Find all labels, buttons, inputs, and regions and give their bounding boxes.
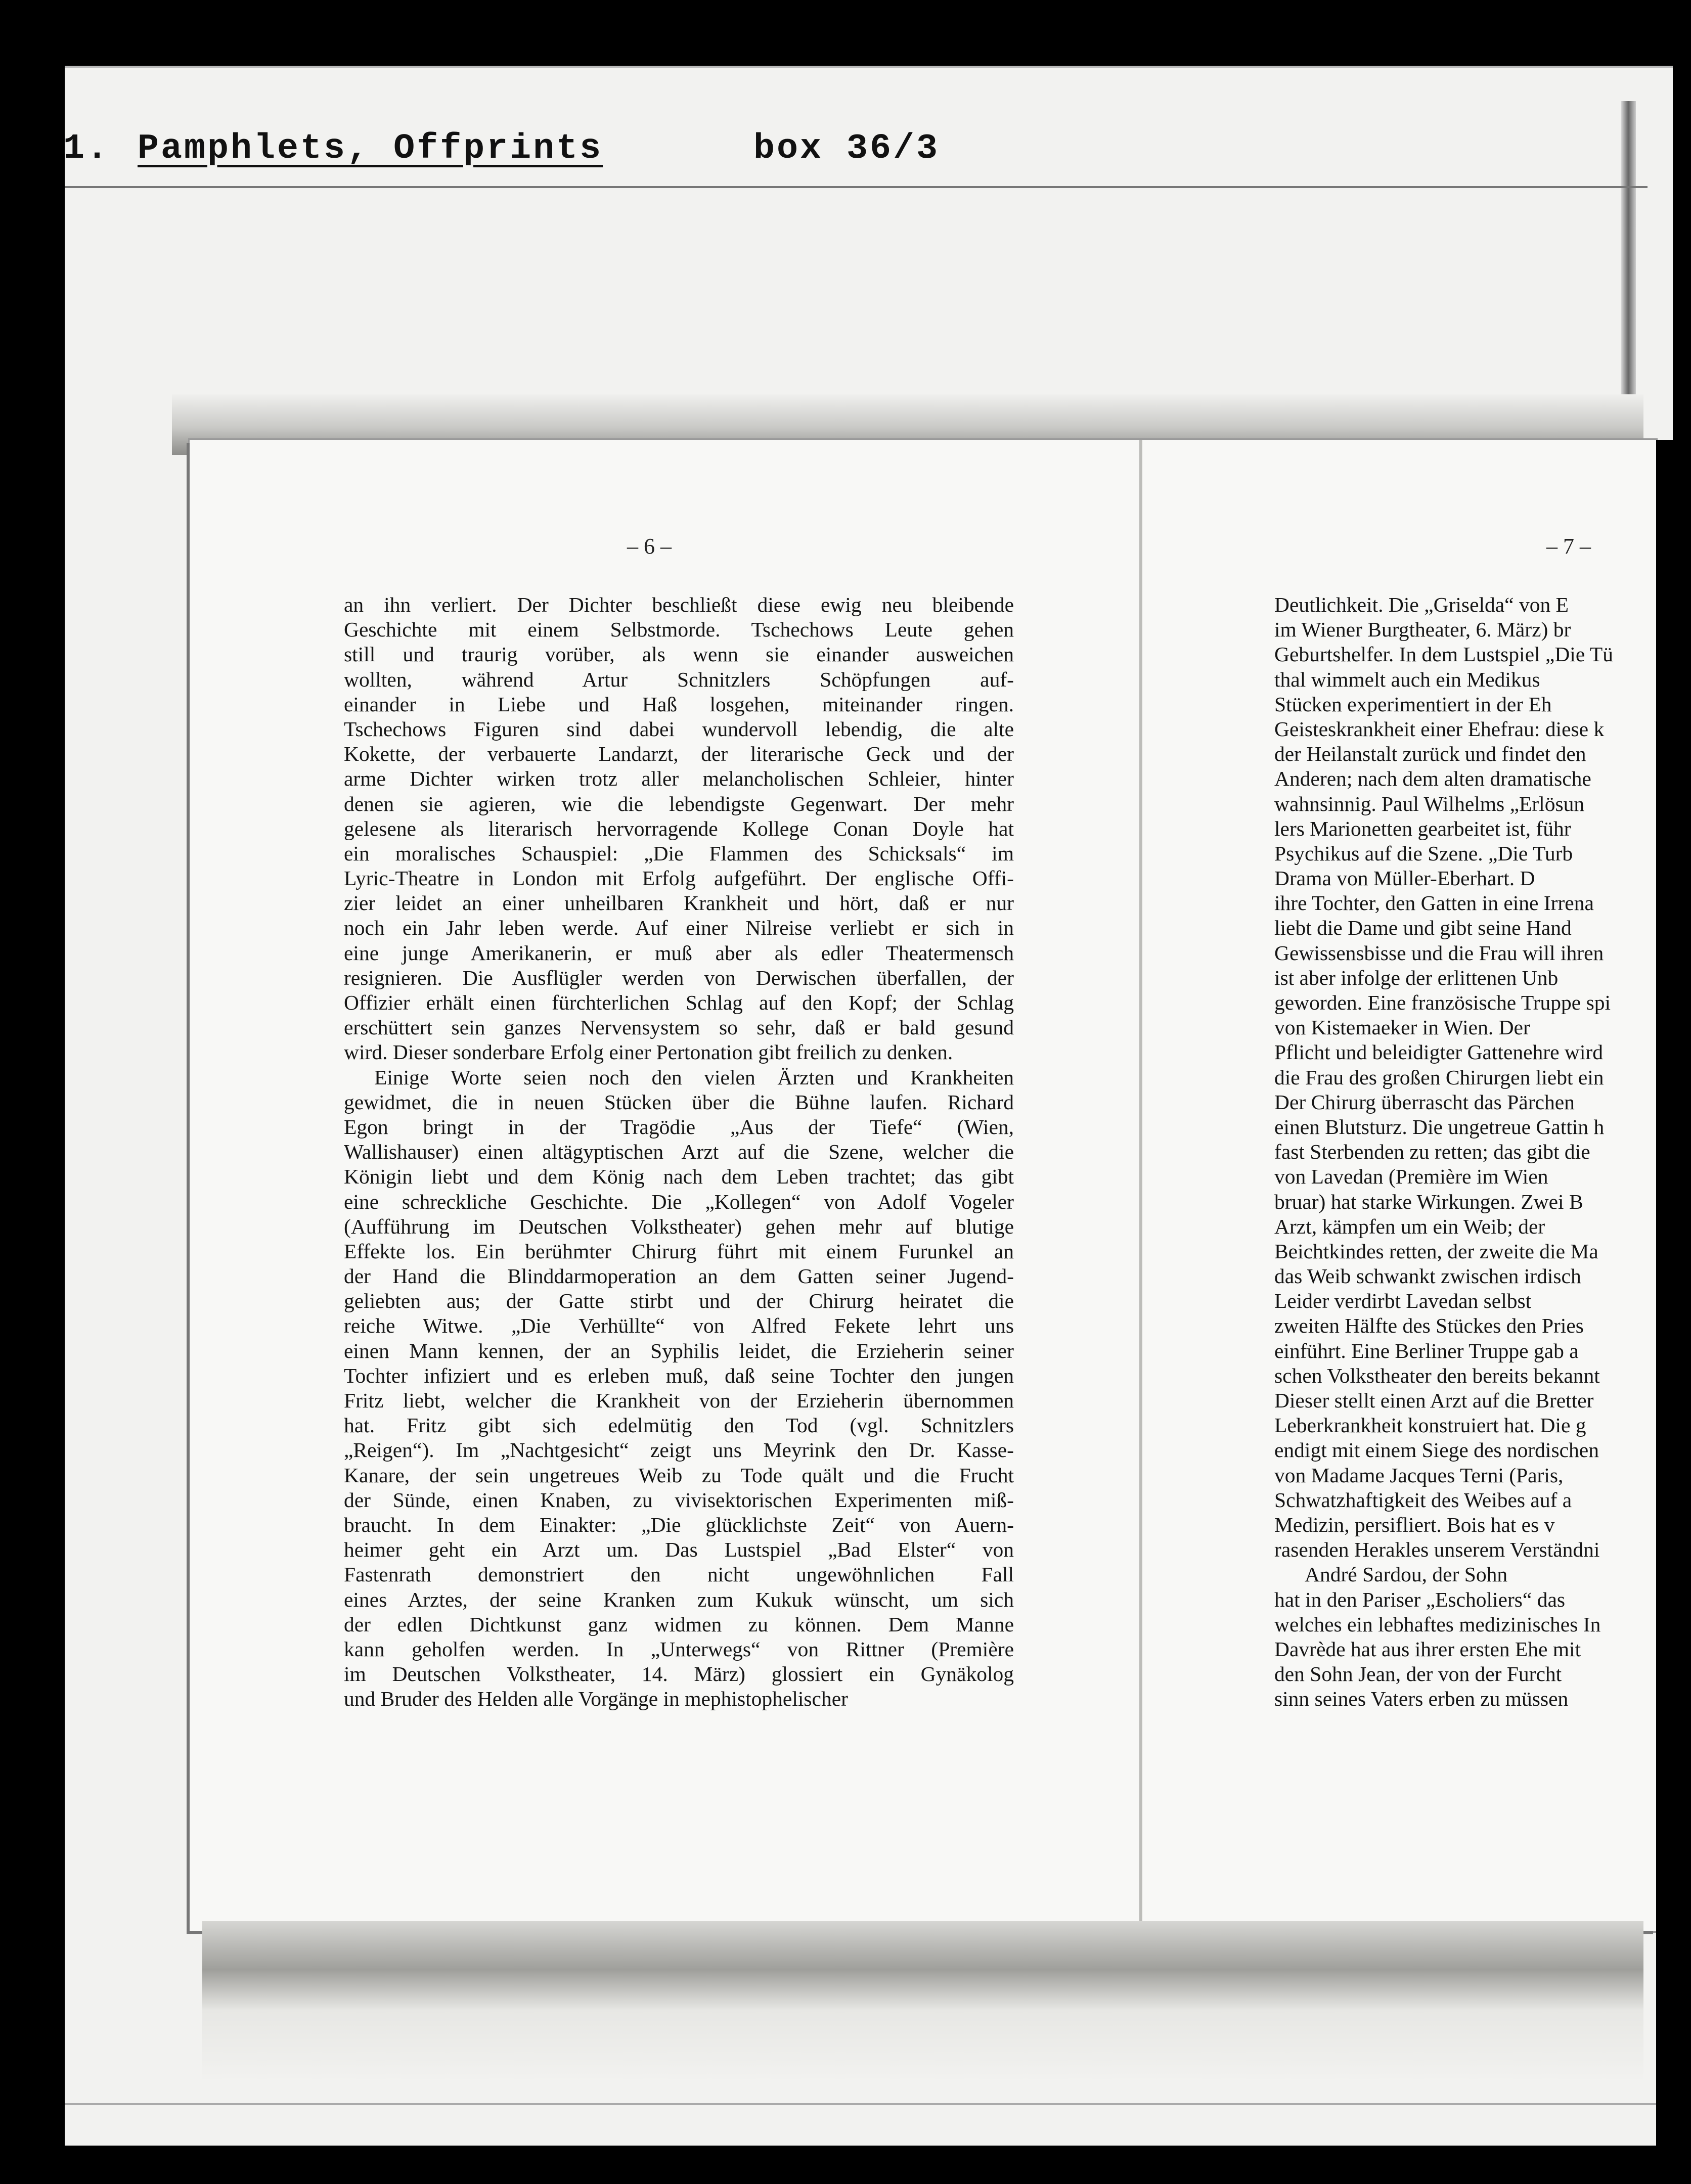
text-line: erschüttert sein ganzes Nervensystem so sehr, daß er bald gesund (344, 1016, 1014, 1039)
text-line: resignieren. Die Ausflügler werden von Derwischen überfallen, der (344, 966, 1014, 989)
text-line: gelesene als literarisch hervorragende Kollege Conan Doyle hat (344, 816, 1014, 840)
text-line: Kokette, der verbauerte Landarzt, der literarische Geck und der (344, 742, 1014, 766)
text-line: der Heilanstalt zurück und findet den (1274, 742, 1586, 766)
text-line: einen Mann kennen, der an Syphilis leidet, die Erzieherin seiner (344, 1339, 1014, 1362)
text-line: schen Volkstheater den bereits bekannt (1274, 1363, 1600, 1387)
text-line: wird. Dieser sonderbare Erfolg einer Pertonation gibt freilich zu denken. (344, 1040, 953, 1064)
text-line: Pflicht und beleidigter Gattenehre wird (1274, 1040, 1603, 1064)
page-number-right: – 7 – (1546, 534, 1591, 559)
page-number-left: – 6 – (627, 534, 672, 559)
header-divider (65, 186, 1648, 188)
text-line: hat in den Pariser „Escholiers“ das (1274, 1587, 1566, 1611)
text-line: sinn seines Vaters erben zu müssen (1274, 1687, 1569, 1711)
text-line: geliebten aus; der Gatte stirbt und der Chirurg heiratet die (344, 1289, 1014, 1313)
text-line: eines Arztes, der seine Kranken zum Kukuk wünscht, um sich (344, 1587, 1014, 1611)
text-line: Schwatzhaftigkeit des Weibes auf a (1274, 1488, 1572, 1512)
text-line: Der Chirurg überrascht das Pärchen (1274, 1090, 1575, 1114)
text-line: der Hand die Blinddarmoperation an dem Gatten seiner Jugend- (344, 1264, 1014, 1288)
text-line: Stücken experimentiert in der Eh (1274, 692, 1552, 716)
text-line: Geschichte mit einem Selbstmorde. Tschechows Leute gehen (344, 618, 1014, 642)
text-line: Psychikus auf die Szene. „Die Turb (1274, 841, 1573, 865)
text-line: heimer geht ein Arzt um. Das Lustspiel „Bad Elster“ von (344, 1538, 1014, 1562)
text-line: Lyric-Theatre in London mit Erfolg aufgeführt. Der englische Offi- (344, 867, 1014, 890)
text-line: thal wimmelt auch ein Medikus (1274, 667, 1540, 691)
text-line: noch ein Jahr leben werde. Auf einer Nilreise verliebt er sich in (344, 916, 1014, 940)
text-line: André Sardou, der Sohn (1305, 1563, 1508, 1586)
text-line: Leberkrankheit konstruiert hat. Die g (1274, 1414, 1586, 1437)
text-line: still und traurig vorüber, als wenn sie einander ausweichen (344, 643, 1014, 666)
text-line: der edlen Dichtkunst ganz widmen zu können. Dem Manne (344, 1612, 1014, 1636)
text-line: von Lavedan (Première im Wien (1274, 1165, 1548, 1189)
text-line: reiche Witwe. „Die Verhüllte“ von Alfred Fekete lehrt uns (344, 1314, 1014, 1338)
photocopy-shadow-bottom (202, 1921, 1643, 2083)
text-line: Gewissensbisse und die Frau will ihren (1274, 941, 1604, 965)
text-line: Arzt, kämpfen um ein Weib; der (1274, 1214, 1545, 1238)
text-line: ein moralisches Schauspiel: „Die Flammen des Schicksals“ im (344, 841, 1014, 865)
text-line: ist aber infolge der erlittenen Unb (1274, 966, 1559, 989)
text-line: und Bruder des Helden alle Vorgänge in mephistophelischer (344, 1687, 848, 1711)
card-bottom-edge (65, 2103, 1673, 2105)
text-line: wahnsinnig. Paul Wilhelms „Erlösun (1274, 792, 1585, 815)
text-line: wollten, während Artur Schnitzlers Schöpfungen auf- (344, 667, 1014, 691)
text-line: Deutlichkeit. Die „Griselda“ von E (1274, 593, 1569, 616)
left-page-text (344, 593, 1014, 1711)
text-line: welches ein lebhaftes medizinisches In (1274, 1612, 1601, 1636)
text-line: einander in Liebe und Haß losgehen, miteinander ringen. (344, 692, 1014, 716)
text-line: braucht. In dem Einakter: „Die glücklichste Zeit“ von Auern- (344, 1513, 1014, 1536)
header-number: 1. (63, 129, 110, 169)
text-line: zweiten Hälfte des Stückes den Pries (1274, 1314, 1584, 1338)
text-line: Fastenrath demonstriert den nicht ungewöhnlichen Fall (344, 1563, 1014, 1586)
text-line: Tochter infiziert und es erleben muß, daß seine Tochter den jungen (344, 1363, 1014, 1387)
text-line: „Reigen“). Im „Nachtgesicht“ zeigt uns Meyrink den Dr. Kasse- (344, 1438, 1014, 1462)
right-page-text (1274, 593, 1659, 1711)
text-line: geworden. Eine französische Truppe spi (1274, 991, 1611, 1014)
text-line: lers Marionetten gearbeitet ist, führ (1274, 816, 1571, 840)
text-line: Dieser stellt einen Arzt auf die Bretter (1274, 1389, 1594, 1412)
text-line: die Frau des großen Chirurgen liebt ein (1274, 1065, 1604, 1089)
text-line: Geisteskrankheit einer Ehefrau: diese k (1274, 717, 1605, 741)
text-line: einführt. Eine Berliner Truppe gab a (1274, 1339, 1579, 1362)
pamphlet-fold (1139, 440, 1142, 1931)
text-line: Kanare, der sein ungetreues Weib zu Tode quält und die Frucht (344, 1463, 1014, 1487)
text-line: bruar) hat starke Wirkungen. Zwei B (1274, 1190, 1583, 1213)
text-line: Egon bringt in der Tragödie „Aus der Tiefe“ (Wien, (344, 1115, 1014, 1139)
text-line: Einige Worte seien noch den vielen Ärzten und Krankheiten (374, 1065, 1014, 1089)
text-line: Geburtshelfer. In dem Lustspiel „Die Tü (1274, 643, 1613, 666)
text-line: im Deutschen Volkstheater, 14. März) glossiert ein Gynäkolog (344, 1662, 1014, 1686)
text-line: hat. Fritz gibt sich edelmütig den Tod (vgl. Schnitzlers (344, 1414, 1014, 1437)
header-box-label: box 36/3 (753, 129, 940, 169)
text-line: fast Sterbenden zu retten; das gibt die (1274, 1140, 1590, 1164)
text-line: kann geholfen werden. In „Unterwegs“ von Rittner (Première (344, 1637, 1014, 1661)
text-line: im Wiener Burgtheater, 6. März) br (1274, 618, 1571, 642)
text-line: endigt mit einem Siege des nordischen (1274, 1438, 1599, 1462)
text-line: Effekte los. Ein berühmter Chirurg führt mit einem Furunkel an (344, 1239, 1014, 1263)
text-line: gewidmet, die in neuen Stücken über die Bühne laufen. Richard (344, 1090, 1014, 1114)
text-line: (Aufführung im Deutschen Volkstheater) gehen mehr auf blutige (344, 1214, 1014, 1238)
text-line: liebt die Dame und gibt seine Hand (1274, 916, 1572, 940)
text-line: Beichtkindes retten, der zweite die Ma (1274, 1239, 1598, 1263)
text-line: an ihn verliert. Der Dichter beschließt diese ewig neu bleibende (344, 593, 1014, 616)
scan-edge-black (1656, 440, 1691, 2184)
text-line: den Sohn Jean, der von der Furcht (1274, 1662, 1562, 1686)
text-line: Offizier erhält einen fürchterlichen Schlag auf den Kopf; der Schlag (344, 991, 1014, 1014)
header-title: Pamphlets, Offprints (138, 129, 603, 169)
text-line: Drama von Müller-Eberhart. D (1274, 867, 1535, 890)
text-line: Königin liebt und dem König nach dem Leben trachtet; das gibt (344, 1165, 1014, 1189)
text-line: eine schreckliche Geschichte. Die „Kollegen“ von Adolf Vogeler (344, 1190, 1014, 1213)
text-line: eine junge Amerikanerin, er muß aber als edler Theatermensch (344, 941, 1014, 965)
text-line: zier leidet an einer unheilbaren Krankheit und hört, daß er nur (344, 891, 1014, 915)
text-line: Tschechows Figuren sind dabei wundervoll lebendig, die alte (344, 717, 1014, 741)
text-line: ihre Tochter, den Gatten in eine Irrena (1274, 891, 1594, 915)
text-line: Davrède hat aus ihrer ersten Ehe mit (1274, 1637, 1581, 1661)
text-line: arme Dichter wirken trotz aller melancholischen Schleier, hinter (344, 767, 1014, 791)
text-line: Medizin, persifliert. Bois hat es v (1274, 1513, 1555, 1536)
text-line: von Madame Jacques Terni (Paris, (1274, 1463, 1564, 1487)
text-line: Anderen; nach dem alten dramatische (1274, 767, 1591, 791)
text-line: einen Blutsturz. Die ungetreue Gattin h (1274, 1115, 1605, 1139)
text-line: Wallishauser) einen altägyptischen Arzt auf die Szene, welcher die (344, 1140, 1014, 1164)
text-line: das Weib schwankt zwischen irdisch (1274, 1264, 1581, 1288)
text-line: Fritz liebt, welcher die Krankheit von der Erzieherin übernommen (344, 1389, 1014, 1412)
text-line: rasenden Herakles unserem Verständni (1274, 1538, 1600, 1562)
text-line: Leider verdirbt Lavedan selbst (1274, 1289, 1532, 1313)
text-line: der Sünde, einen Knaben, zu vivisektorischen Experimenten miß- (344, 1488, 1014, 1512)
text-line: denen sie agieren, wie die lebendigste Gegenwart. Der mehr (344, 792, 1014, 815)
text-line: von Kistemaeker in Wien. Der (1274, 1016, 1530, 1039)
